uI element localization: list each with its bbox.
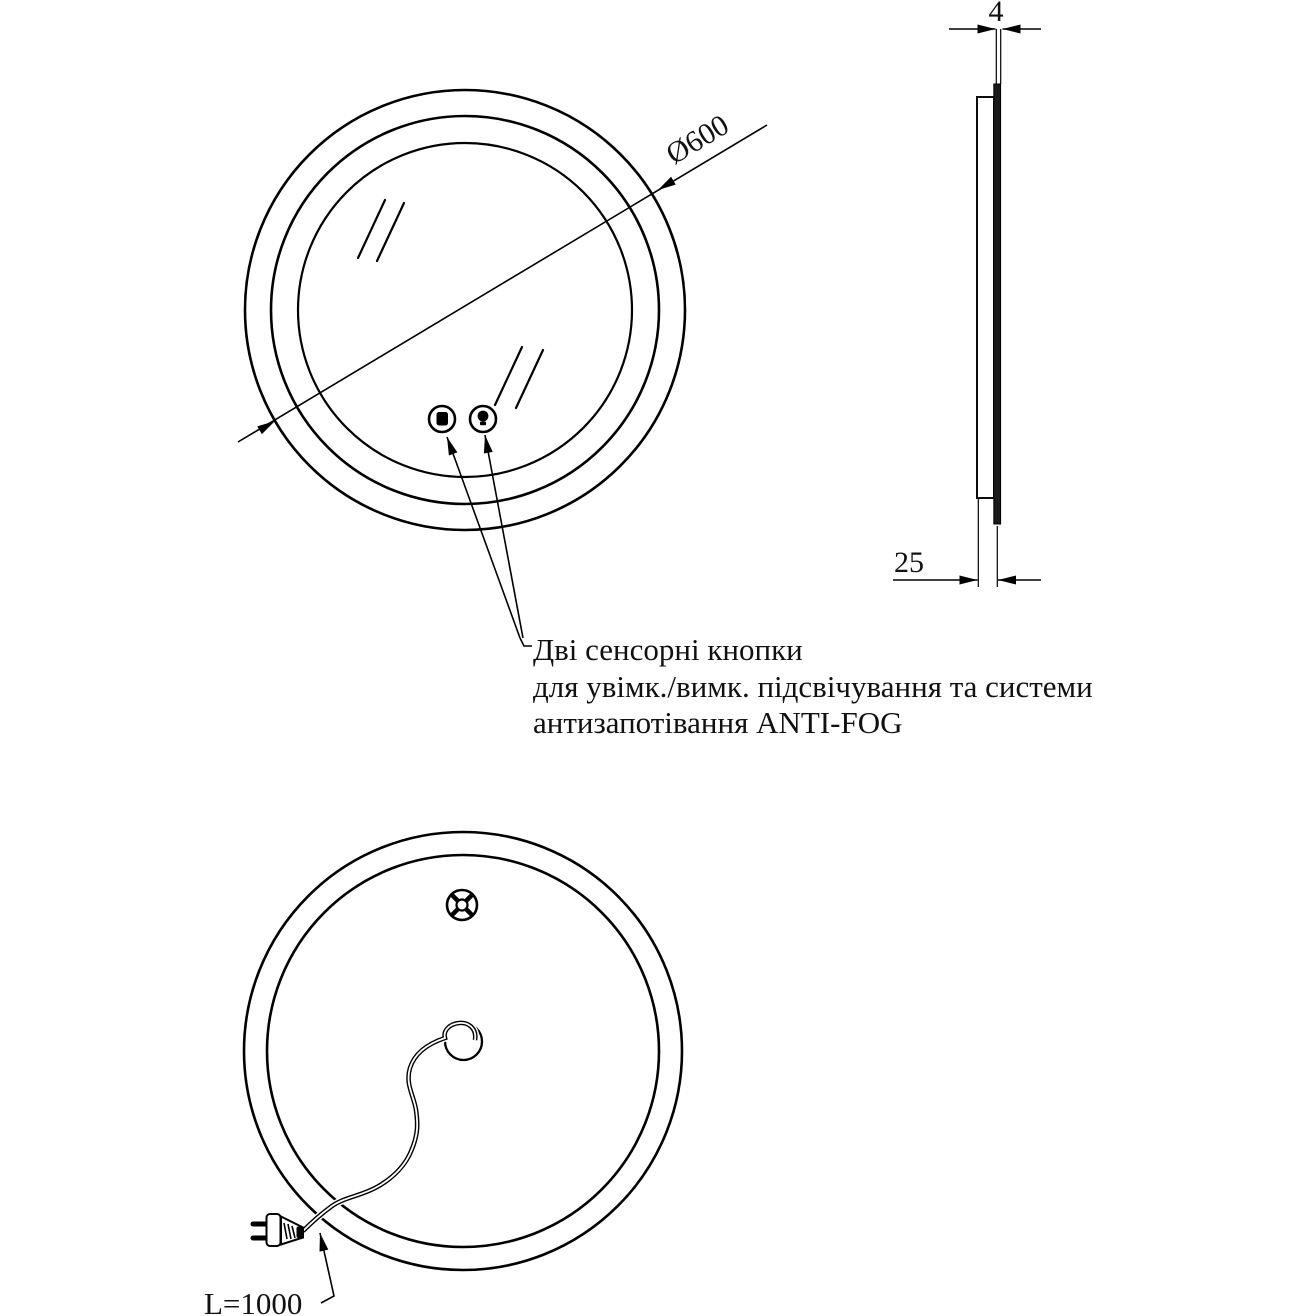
front-view	[238, 90, 767, 646]
power-plug-icon	[253, 1214, 304, 1246]
back-view	[244, 832, 682, 1303]
mirror-glass-bar	[994, 84, 1001, 524]
back-panel	[977, 97, 994, 498]
thickness-dimension-label: 4	[988, 0, 1004, 28]
glint-marks	[358, 200, 543, 408]
note-line-3: антизапотівання ANTI-FOG	[533, 705, 903, 740]
arrowhead	[998, 576, 1016, 585]
note-line-1: Дві сенсорні кнопки	[533, 632, 803, 667]
front-mirror-edge-circle	[298, 143, 632, 477]
arrowhead	[257, 421, 275, 434]
diameter-dimension	[238, 125, 767, 442]
arrowhead	[484, 435, 493, 454]
front-mid-frame-circle	[271, 116, 659, 504]
arrowhead	[447, 437, 457, 456]
arrowhead	[658, 177, 676, 190]
arrowhead	[1003, 25, 1021, 34]
note-line-2: для увімк./вимк. підсвічування та системи	[533, 669, 1093, 704]
depth-dimension-label: 25	[894, 546, 924, 579]
touch-buttons	[429, 406, 496, 432]
cable-length-label: L=1000	[204, 1286, 303, 1316]
cable-length-leader	[320, 1233, 335, 1303]
arrowhead	[960, 576, 978, 585]
square-icon	[437, 412, 449, 426]
button-leader-lines	[447, 435, 532, 646]
front-outer-frame-circle	[245, 90, 685, 530]
screw-head-icon	[447, 890, 477, 920]
arrowhead	[320, 1233, 329, 1252]
diameter-dimension-label: Ø600	[660, 108, 735, 172]
side-view	[893, 25, 1041, 588]
